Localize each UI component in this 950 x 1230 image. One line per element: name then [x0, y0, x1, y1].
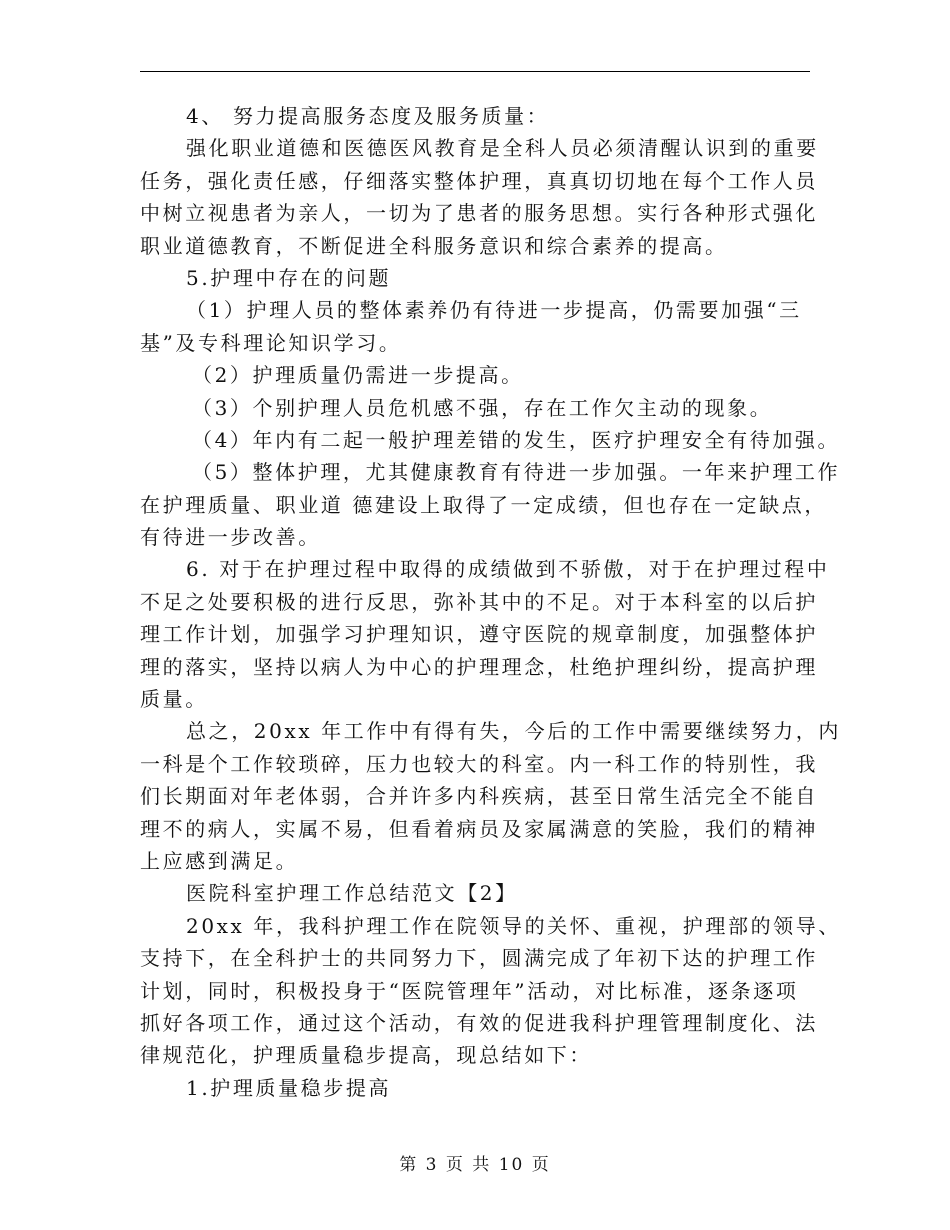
paragraph-line: （3）个别护理人员危机感不强，存在工作欠主动的现象。	[192, 395, 773, 420]
paragraph-line: 4、 努力提高服务态度及服务质量：	[186, 104, 550, 128]
paragraph-line: 有待进一步改善。	[140, 525, 321, 550]
document-body	[140, 100, 841, 1104]
paragraph-line: 上应感到满足。	[140, 848, 299, 873]
paragraph-line: 抓好各项工作，通过这个活动，有效的促进我科护理管理制度化、法	[140, 1010, 818, 1035]
section-title: 医院科室护理工作总结范文【2】	[186, 881, 518, 906]
paragraph-line: 律规范化，护理质量稳步提高，现总结如下：	[140, 1043, 592, 1068]
section-heading: 5.护理中存在的问题	[186, 265, 392, 290]
paragraph-line: 理工作计划，加强学习护理知识，遵守医院的规章制度，加强整体护	[140, 622, 818, 647]
paragraph-line: 基”及专科理论知识学习。	[140, 330, 402, 355]
paragraph-line: （1）护理人员的整体素养仍有待进一步提高，仍需要加强“三	[186, 298, 802, 323]
paragraph-line: （2）护理质量仍需进一步提高。	[192, 363, 524, 388]
paragraph-line: 6. 对于在护理过程中取得的成绩做到不骄傲，对于在护理过程中	[186, 557, 830, 582]
paragraph-line: （4）年内有二起一般护理差错的发生，医疗护理安全有待加强。	[192, 427, 841, 452]
paragraph-line: 支持下，在全科护士的共同努力下，圆满完成了年初下达的护理工作	[140, 946, 818, 971]
paragraph-line: 理的落实，坚持以病人为中心的护理理念，杜绝护理纠纷，提高护理	[140, 654, 818, 679]
header-rule	[140, 71, 810, 72]
paragraph-line: 不足之处要积极的进行反思，弥补其中的不足。对于本科室的以后护	[140, 589, 818, 614]
page-number-footer: 第 3 页 共 10 页	[399, 1155, 551, 1175]
paragraph-line: 理不的病人，实属不易，但看着病员及家属满意的笑脸，我们的精神	[140, 816, 818, 841]
paragraph-line: 强化职业道德和医德医风教育是全科人员必须清醒认识到的重要	[186, 136, 819, 161]
paragraph-line: 任务，强化责任感，仔细落实整体护理，真真切切地在每个工作人员	[140, 168, 818, 193]
paragraph-line: （5）整体护理，尤其健康教育有待进一步加强。一年来护理工作	[192, 460, 841, 485]
paragraph-line: 职业道德教育，不断促进全科服务意识和综合素养的提高。	[140, 233, 728, 258]
paragraph-line: 在护理质量、职业道 德建设上取得了一定成绩，但也存在一定缺点，	[140, 492, 827, 517]
paragraph-line: 质量。	[140, 687, 208, 712]
paragraph-line: 总之，20xx 年工作中有得有失，今后的工作中需要继续努力，内	[186, 719, 841, 744]
paragraph-line: 中树立视患者为亲人，一切为了患者的服务思想。实行各种形式强化	[140, 201, 818, 226]
paragraph-line: 一科是个工作较琐碎，压力也较大的科室。内一科工作的特别性，我	[140, 751, 818, 776]
paragraph-line: 们长期面对年老体弱，合并许多内科疾病，甚至日常生活完全不能自	[140, 784, 818, 809]
paragraph-line: 20xx 年，我科护理工作在院领导的关怀、重视，护理部的领导、	[186, 913, 841, 938]
paragraph-line: 计划，同时，积极投身于“医院管理年”活动，对比标准，逐条逐项	[140, 978, 799, 1003]
section-heading: 1.护理质量稳步提高	[186, 1075, 392, 1100]
